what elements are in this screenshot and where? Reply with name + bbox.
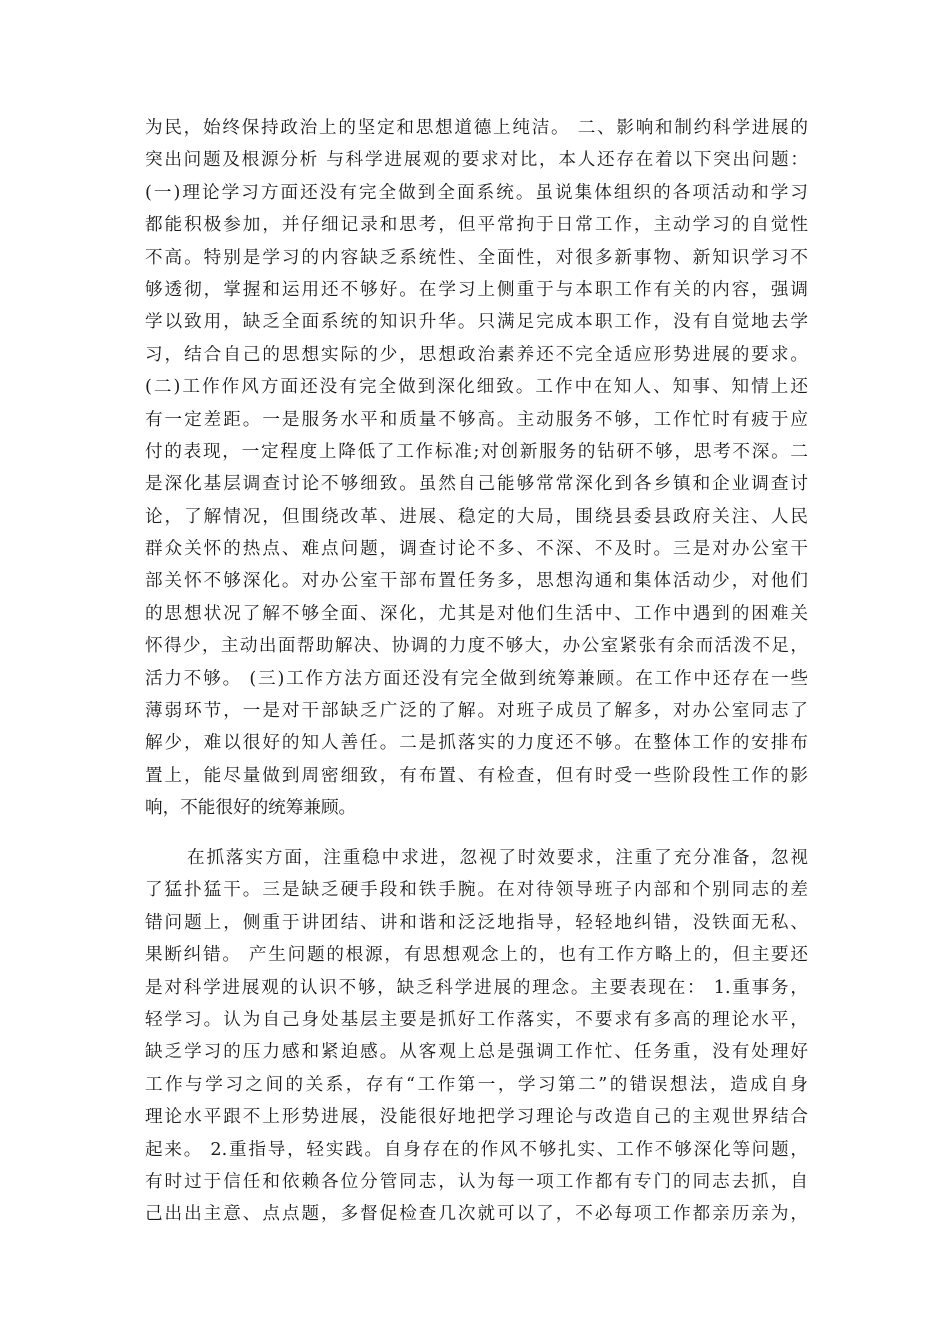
text-line: 工作与学习之间的关系，存有“工作第一，学习第二”的错误想法，造成自身 xyxy=(145,1074,808,1095)
text-line: 是深化基层调查讨论不够细致。虽然自己能够常常深化到各乡镇和企业调查讨 xyxy=(145,474,808,495)
text-line: 活力不够。 (三)工作方法方面还没有完全做到统筹兼顾。在工作中还存在一些 xyxy=(145,668,808,689)
text-line: 学以致用，缺乏全面系统的知识升华。只满足完成本职工作，没有自觉地去学 xyxy=(145,312,808,333)
text-line: 够透彻，掌握和运用还不够好。在学习上侧重于与本职工作有关的内容，强调 xyxy=(145,279,808,300)
text-line: 的思想状况了解不够全面、深化，尤其是对他们生活中、工作中遇到的困难关 xyxy=(145,603,808,624)
text-line: 起来。 2.重指导，轻实践。自身存在的作风不够扎实、工作不够深化等问题， xyxy=(145,1139,808,1160)
text-line: 为民，始终保持政治上的坚定和思想道德上纯洁。 二、影响和制约科学进展的 xyxy=(145,118,808,138)
text-line: 都能积极参加，并仔细记录和思考，但平常拘于日常工作，主动学习的自觉性 xyxy=(145,215,808,236)
text-line: 习，结合自己的思想实际的少，思想政治素养还不完全适应形势进展的要求。 xyxy=(145,344,808,365)
text-line: 有时过于信任和依赖各位分管同志，认为每一项工作都有专门的同志去抓，自 xyxy=(145,1171,808,1192)
text-line: 不高。特别是学习的内容缺乏系统性、全面性，对很多新事物、新知识学习不 xyxy=(145,247,808,268)
paragraph-1 xyxy=(145,112,808,825)
text-line: (二)工作作风方面还没有完全做到深化细致。工作中在知人、知事、知情上还 xyxy=(145,377,808,398)
text-line: (一)理论学习方面还没有完全做到全面系统。虽说集体组织的各项活动和学习 xyxy=(145,182,808,203)
text-line: 缺乏学习的压力感和紧迫感。从客观上总是强调工作忙、任务重，没有处理好 xyxy=(145,1042,808,1063)
text-line: 在抓落实方面，注重稳中求进，忽视了时效要求，注重了充分准备，忽视 xyxy=(187,848,808,868)
text-line: 错问题上，侧重于讲团结、讲和谐和泛泛地指导，轻轻地纠错，没铁面无私、 xyxy=(145,912,808,933)
text-line: 置上，能尽量做到周密细致，有布置、有检查，但有时受一些阶段性工作的影 xyxy=(145,765,808,786)
text-line: 有一定差距。一是服务水平和质量不够高。主动服务不够，工作忙时有疲于应 xyxy=(145,409,808,430)
text-line: 怀得少，主动出面帮助解决、协调的力度不够大，办公室紧张有余而活泼不足， xyxy=(145,636,808,657)
text-line: 轻学习。认为自己身处基层主要是抓好工作落实，不要求有多高的理论水平， xyxy=(145,1009,808,1030)
text-line: 群众关怀的热点、难点问题，调查讨论不多、不深、不及时。三是对办公室干 xyxy=(145,539,808,560)
text-line: 果断纠错。 产生问题的根源，有思想观念上的，也有工作方略上的，但主要还 xyxy=(145,945,808,966)
text-line: 响，不能很好的统筹兼顾。 xyxy=(145,798,357,819)
text-line: 理论水平跟不上形势进展，没能很好地把学习理论与改造自己的主观世界结合 xyxy=(145,1107,808,1128)
text-line: 突出问题及根源分析 与科学进展观的要求对比，本人还存在着以下突出问题： xyxy=(145,150,808,171)
text-line: 解少，难以很好的知人善任。二是抓落实的力度还不够。在整体工作的安排布 xyxy=(145,733,808,754)
text-line: 部关怀不够深化。对办公室干部布置任务多，思想沟通和集体活动少，对他们 xyxy=(145,571,808,592)
text-line: 薄弱环节，一是对干部缺乏广泛的了解。对班子成员了解多，对办公室同志了 xyxy=(145,701,808,722)
text-line: 己出出主意、点点题，多督促检查几次就可以了，不必每项工作都亲历亲为， xyxy=(145,1204,808,1225)
text-line: 是对科学进展观的认识不够，缺乏科学进展的理念。主要表现在： 1.重事务， xyxy=(145,977,808,998)
paragraph-2 xyxy=(145,842,808,1231)
text-line: 了猛扑猛干。三是缺乏硬手段和铁手腕。在对待领导班子内部和个别同志的差 xyxy=(145,880,808,901)
text-line: 论，了解情况，但围绕改革、进展、稳定的大局，围绕县委县政府关注、人民 xyxy=(145,506,808,527)
text-line: 付的表现，一定程度上降低了工作标准;对创新服务的钻研不够，思考不深。二 xyxy=(145,441,808,462)
